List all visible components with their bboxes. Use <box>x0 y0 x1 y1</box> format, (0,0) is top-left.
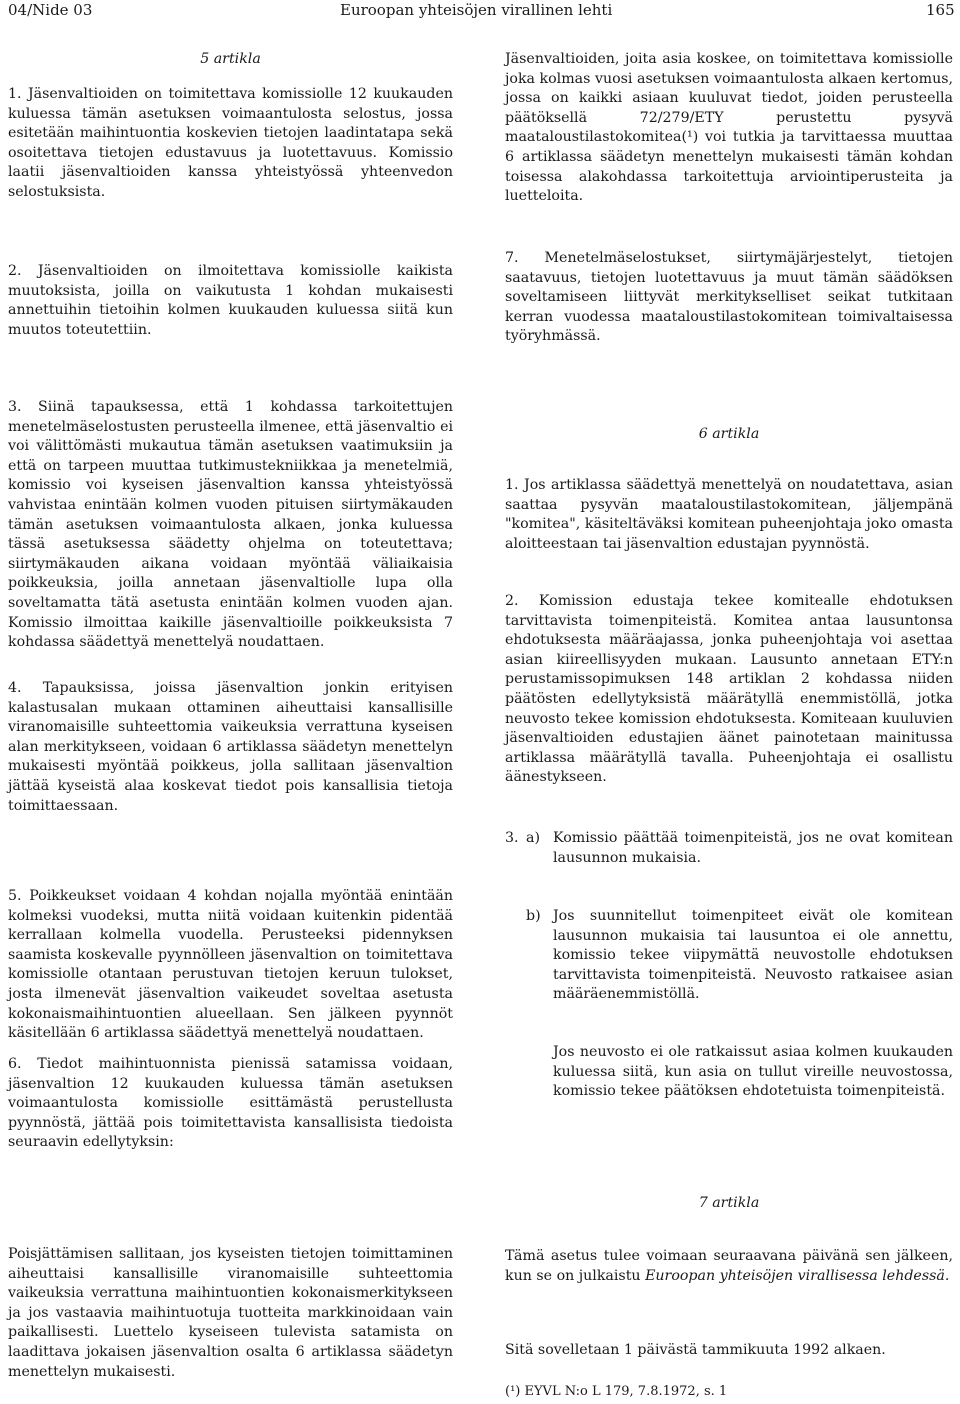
paragraph-text: 7. Menetelmäselostukset, siirtymäjärjestelyt, tietojen saatavuus, tietojen luotettavuus ja muut tämän säädöksen soveltamiseen liittyvät merkitykselliset seikat tutkitaan kerran vuodessa maataloustilastokomitean toimivaltaisessa työryhmässä. <box>505 250 953 345</box>
article-heading: 5 artikla <box>200 51 261 67</box>
art5-para-7 <box>505 249 953 347</box>
footnote-text: (¹) EYVL N:o L 179, 7.8.1972, s. 1 <box>505 1384 728 1399</box>
paragraph-text: Jos suunnitellut toimenpiteet eivät ole komitean lausunnon mukaisia tai lausuntoa ei ole annettu, komissio tekee viipymättä neuvostolle ehdotuksen tarvittavista toimenpiteistä. Neuvosto ratkaisee asian määräenemmistöllä. <box>553 908 953 1003</box>
footnote <box>505 1382 953 1402</box>
art6-para-3a <box>505 829 953 868</box>
item-label: a) <box>526 830 540 846</box>
art5-para-2 <box>8 262 453 340</box>
paragraph-text: Sitä sovelletaan 1 päivästä tammikuuta 1992 alkaen. <box>505 1342 886 1358</box>
journal-title: Euroopan yhteisöjen virallinen lehti <box>340 1 613 19</box>
art7-para-1 <box>505 1247 953 1286</box>
art5-para-4 <box>8 679 453 816</box>
art6-para-2 <box>505 592 953 788</box>
item-label: b) <box>526 908 541 924</box>
art5-para-3 <box>8 398 453 653</box>
art6-para-1 <box>505 476 953 554</box>
paragraph-text: 2. Jäsenvaltioiden on ilmoitettava komissiolle kaikista muutoksista, joilla on vaikutusta 1 kohdan mukaisesti annettuihin tietoihin kolmen kuukauden kuluessa siitä kun muutos toteutettiin. <box>8 263 453 338</box>
art5-para-5 <box>8 887 453 1044</box>
article-5-title <box>8 50 453 70</box>
paragraph-text: 1. Jäsenvaltioiden on toimitettava komissiolle 12 kuukauden kuluessa tämän asetuksen voimaantulosta selostus, jossa esitetään maihintuontia koskevien tietojen laadintatapa sekä osoitettava tietojen edustavuus ja luotettavuus. Komissio laatii jäsenvaltioiden kanssa yhteistyössä yhteenvedon selostuksista. <box>8 86 453 200</box>
art5-para-6-report <box>505 50 953 207</box>
article-heading: 7 artikla <box>698 1195 760 1211</box>
paragraph-text: 3. Siinä tapauksessa, että 1 kohdassa tarkoitettujen menetelmäselostusten perusteella ilmenee, että jäsenvaltio ei voi välittömästi mukautua tämän asetuksen vaatimuksiin ja että on tarpeen muuttaa tutkimustekniikkaa ja menetelmiä, komissio voi kyseisen jäsenvaltion kanssa yhteistyössä vahvistaa enintään kolmen vuoden pituisen siirtymäkauden tämän asetuksen voimaantulosta alkaen, jonka kuluessa tässä asetuksessa säädetty ohjelma on toteutettava; siirtymäkauden aikana voidaan myöntää väliaikaisia poikkeuksia, joilla annetaan jäsenvaltiolle lupa olla soveltamatta tätä asetusta enintään kolmen vuoden ajan. Komissio ilmoittaa kaikille jäsenvaltioille poikkeuksista 7 kohdassa säädettyä menettelyä noudattaen. <box>8 399 453 651</box>
art6-para-3b <box>505 907 953 1005</box>
article-6-title <box>505 425 953 445</box>
paragraph-text <box>505 1247 953 1286</box>
paragraph-text: 2. Komission edustaja tekee komitealle ehdotuksen tarvittavista toimenpiteistä. Komitea antaa lausuntonsa ehdotuksesta määräajassa, jonka puheenjohtaja voi asettaa asian kiireellisyyden mukaan. Lausunto annetaan ETY:n perustamissopimuksen 148 artiklan 2 kohdassa niiden päätösten edellytyksistä määrätyllä enemmistöllä, jotka neuvosto tekee komission ehdotuksesta. Komiteaan kuuluvien jäsenvaltioiden edustajien äänet painotetaan mainitussa artiklassa määrätyllä tavalla. Puheenjohtaja ei osallistu äänestykseen. <box>505 593 953 786</box>
paragraph-text: 5. Poikkeukset voidaan 4 kohdan nojalla myöntää enintään kolmeksi vuodeksi, mutta niitä voidaan kuitenkin pidentää kerrallaan kolmella vuodella. Perusteeksi pidennyksen saamista koskevalle pyynnölleen jäsenvaltion on toimitettava komissiolle otantaan perustuvan tietojen keruun tulokset, josta ilmenevät jäsenvaltion vaikeudet soveltaa asetusta kokonaismaihintuontien alueellaan. Sen jälkeen pyynnöt käsitellään 6 artiklassa säädettyä menettelyä noudattaen. <box>8 888 453 1042</box>
paragraph-text: 1. Jos artiklassa säädettyä menettelyä on noudatettava, asian saattaa pysyvän maataloustilastokomitean, jäljempänä "komitea", käsiteltäväksi komitean puheenjohtaja joko omasta aloitteestaan tai jäsenvaltion edustajan pyynnöstä. <box>505 477 953 552</box>
art6-para-3b-continued <box>505 1043 953 1102</box>
paragraph-text: Jos neuvosto ei ole ratkaissut asiaa kolmen kuukauden kuluessa siitä, kun asia on tullut vireille neuvostossa, komissio tekee päätöksen ehdotetuista toimenpiteistä. <box>553 1044 953 1100</box>
article-heading: 6 artikla <box>698 426 760 442</box>
art5-para-6-conditions <box>8 1245 453 1382</box>
issue-number: 04/Nide 03 <box>8 1 93 19</box>
article-7-title <box>505 1194 953 1214</box>
item-number: 3. <box>505 830 519 846</box>
paragraph-text: 4. Tapauksissa, joissa jäsenvaltion jonkin erityisen kalastusalan mukaan ottaminen aiheuttaisi kansallisille viranomaisille suhteettomia vaikeuksia verrattuna kyseisen alan merkitykseen, voidaan 6 artiklassa säädetyn menettelyn mukaisesti myöntää poikkeus, jolla sallitaan jäsenvaltion jättää kyseistä alaa koskevat tiedot pois kansallisia tietoja toimittaessaan. <box>8 680 453 814</box>
art5-para-6 <box>8 1055 453 1153</box>
art5-para-1 <box>8 85 453 203</box>
page-number: 165 <box>926 1 955 19</box>
entry-into-force-text: Tämä asetus tulee voimaan seuraavana päivänä sen jälkeen, kun se on julkaistu <box>505 1248 953 1284</box>
journal-name: Euroopan yhteisöjen virallisessa lehdessä. <box>645 1267 950 1284</box>
paragraph-text: Jäsenvaltioiden, joita asia koskee, on toimitettava komissiolle joka kolmas vuosi asetuksen voimaantulosta alkaen kertomus, jossa on kaikki asiaan kuuluvat tiedot, joiden perusteella päätöksellä 72/279/ETY perustettu pysyvä maataloustilastokomitea(¹) voi tutkia ja tarvittaessa muuttaa 6 artiklassa säädetyn menettelyn mukaisesti tämän kohdan toisessa alakohdassa tarkoitettuja arviointiperusteita ja luetteloita. <box>505 51 953 205</box>
paragraph-text: Komissio päättää toimenpiteistä, jos ne ovat komitean lausunnon mukaisia. <box>553 830 953 866</box>
paragraph-text: 6. Tiedot maihintuonnista pienissä satamissa voidaan, jäsenvaltion 12 kuukauden kuluessa tämän asetuksen voimaantulosta komissiolle esittämästä perustellusta pyynnöstä, jättää pois toimitettavista kansallisista tiedoista seuraavin edellytyksin: <box>8 1056 453 1151</box>
art7-para-2 <box>505 1341 953 1361</box>
paragraph-text: Poisjättämisen sallitaan, jos kyseisten tietojen toimittaminen aiheuttaisi kansallisille viranomaisille suhteettomia vaikeuksia verrattuna maihintuontien kokonaismerkitykseen ja jos vastaavia maihintuotuja tuotteita markkinoidaan vain paikallisesti. Luettelo kyseiseen tulevista satamista on laadittava jokaisen jäsenvaltion osalta 6 artiklassa säädetyn menettelyn mukaisesti. <box>8 1246 453 1380</box>
